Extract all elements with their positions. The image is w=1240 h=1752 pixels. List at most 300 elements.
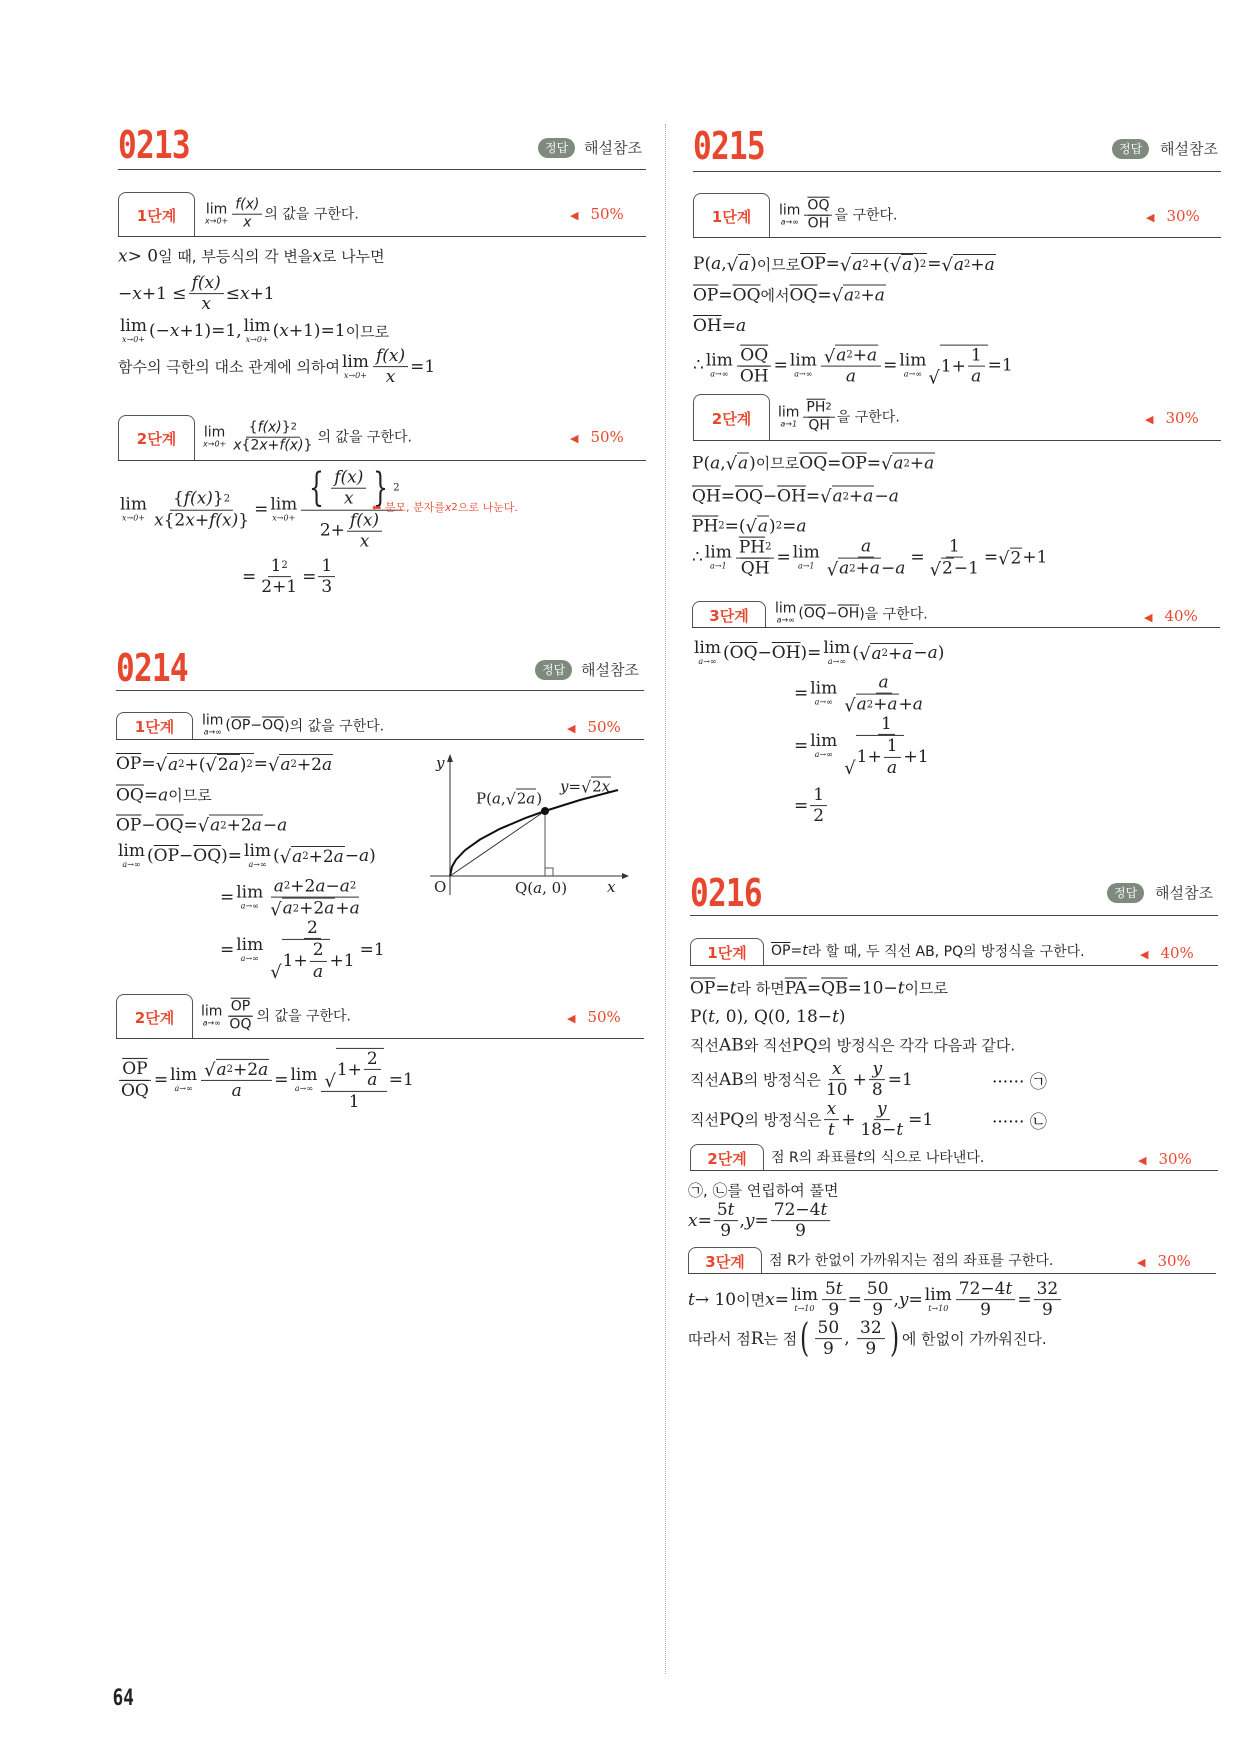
numerator <box>821 345 881 367</box>
limit-subscript: x→0+ <box>121 335 145 344</box>
origin-label <box>434 878 446 896</box>
segment-symbol: OH <box>807 215 830 232</box>
segment-symbol: $\overline{OP}$ <box>690 978 716 998</box>
radical-sign-icon: √ <box>324 1070 336 1092</box>
radicand <box>856 694 899 715</box>
math-text: = <box>697 1211 712 1231</box>
limit <box>694 640 721 666</box>
math-text: )= <box>221 846 243 866</box>
korean-text: 에 한없이 가까워진다. <box>901 1330 1047 1349</box>
limit <box>925 1287 952 1313</box>
math-text: , <box>721 254 727 274</box>
limit-operator: lim <box>205 201 228 218</box>
fraction <box>226 999 254 1034</box>
superscript: 2 <box>349 880 357 892</box>
math-text: ≤ <box>225 284 240 304</box>
fraction <box>822 1279 846 1321</box>
square-root <box>820 486 874 507</box>
solution-line <box>693 253 996 275</box>
math-text: 1 <box>270 556 282 577</box>
arrow-left-icon: ◀ <box>567 722 576 735</box>
radicand <box>835 345 878 366</box>
solution-line <box>794 714 934 778</box>
math-text: {2 <box>241 437 260 454</box>
math-text: = <box>754 1211 769 1231</box>
math-text: − <box>825 605 838 621</box>
superscript: 2 <box>825 402 832 414</box>
radical-sign-icon: √ <box>505 789 516 809</box>
numerator <box>737 345 771 366</box>
math-variable: a <box>251 815 262 836</box>
solution-line <box>688 1318 1047 1360</box>
math-text: = <box>220 888 235 908</box>
step-2-label: 2단계 <box>116 994 193 1039</box>
limit-operator: lim <box>810 730 838 751</box>
limit-subscript: a→∞ <box>248 860 267 869</box>
math-variable: x <box>169 321 180 341</box>
score-percent: 50% <box>590 428 624 446</box>
math-text: 을 구한다. <box>836 410 900 426</box>
numerator <box>201 1059 272 1081</box>
superscript: 2 <box>281 560 288 572</box>
solution-line <box>693 285 886 306</box>
limit-operator: lim <box>899 351 927 371</box>
score-percent: 40% <box>1164 607 1198 625</box>
segment-symbol: $\overline{OH}$ <box>771 643 801 663</box>
math-text: 72−4 <box>773 1200 821 1221</box>
math-variable: a <box>315 876 326 897</box>
math-text: 8 <box>871 1080 883 1101</box>
square-root <box>726 453 750 474</box>
limit-operator: lim <box>236 883 264 903</box>
math-text: 9 <box>980 1300 991 1321</box>
score-percent: 50% <box>587 1008 621 1026</box>
arrow-left-icon: ◀ <box>570 432 579 445</box>
numerator <box>956 1279 1016 1300</box>
math-text: +1 <box>903 746 929 767</box>
limit-subscript: a→∞ <box>814 698 833 707</box>
math-variable: a <box>359 846 370 866</box>
radicand <box>738 254 750 275</box>
solution-line <box>116 1048 414 1112</box>
math-text: =1 <box>388 1069 414 1090</box>
y-axis-label <box>436 754 444 772</box>
limit-operator: lim <box>120 316 147 336</box>
math-variable: a <box>367 1070 378 1091</box>
math-text: = <box>274 1069 289 1090</box>
fraction <box>968 346 985 388</box>
math-variable: a <box>313 961 324 982</box>
equation-marker-1 <box>992 1068 1047 1093</box>
arrow-left-icon: ◀ <box>1140 948 1149 961</box>
math-text: + <box>909 453 925 474</box>
math-variable: a <box>280 754 291 775</box>
math-text: ( <box>798 605 804 621</box>
step-3-description <box>769 1250 1053 1270</box>
math-text: PQ <box>718 1110 745 1130</box>
math-variable: f(x) <box>349 510 380 531</box>
radical-sign-icon: √ <box>820 486 832 508</box>
math-variable: a <box>871 643 882 664</box>
limit-operator: lim <box>779 202 801 219</box>
math-text: → 10 <box>694 1290 737 1310</box>
fraction <box>927 537 982 580</box>
math-variable: a <box>878 672 889 693</box>
radicand <box>216 1059 270 1080</box>
solution-line <box>692 453 935 474</box>
math-text: = <box>983 548 999 568</box>
square-root <box>324 1048 383 1091</box>
numerator <box>815 1318 843 1339</box>
math-text: O <box>434 878 447 896</box>
math-variable: x <box>154 510 164 531</box>
numerator <box>878 714 895 735</box>
limit-operator: lim <box>778 404 800 421</box>
math-variable: a <box>277 815 288 835</box>
math-text: = <box>866 453 882 473</box>
denominator <box>118 1080 152 1100</box>
math-text: = <box>143 785 159 805</box>
answer-text: 해설참조 <box>1160 140 1218 158</box>
math-text: 2 <box>307 917 318 938</box>
math-variable: a <box>333 846 344 867</box>
math-text: = <box>827 453 842 473</box>
numerator <box>714 1200 738 1221</box>
limit <box>705 545 732 571</box>
math-text: = <box>817 285 832 305</box>
math-variable: a <box>711 254 722 274</box>
superscript: 2 <box>290 422 298 434</box>
fraction <box>841 714 931 778</box>
math-variable: a <box>736 316 747 336</box>
radical-sign-icon: √ <box>270 962 282 984</box>
fraction <box>857 1099 906 1141</box>
step-2-score <box>1145 409 1199 427</box>
math-variable: t <box>857 1149 863 1165</box>
math-text: − <box>250 717 263 733</box>
segment-symbol: $\overline{OQ}$ <box>729 643 758 663</box>
radical-sign-icon: √ <box>889 255 902 277</box>
square-root <box>928 345 987 388</box>
segment-symbol: $\overline{OH}$ <box>777 486 806 506</box>
fraction <box>803 400 834 435</box>
score-percent: 30% <box>1165 409 1199 427</box>
math-variable: f(x) <box>191 273 221 294</box>
math-text: +1 <box>1022 548 1048 568</box>
limit <box>779 204 800 227</box>
math-text: + <box>860 285 875 306</box>
segment-symbol: $\overline{OP}$ <box>230 717 251 733</box>
math-variable: f(x) <box>375 346 406 367</box>
answer-text: 해설참조 <box>1155 884 1213 902</box>
math-text: = <box>790 943 803 959</box>
math-variable: t <box>897 978 905 998</box>
step-rule <box>693 237 1221 238</box>
math-variable: a <box>282 899 293 919</box>
superscript: 2 <box>246 759 253 770</box>
math-text: } <box>212 489 224 510</box>
segment-symbol: $\overline{PH}$ <box>692 516 719 536</box>
radicand <box>737 453 749 474</box>
math-text: 으로 나눈다. <box>457 501 518 514</box>
math-variable: a <box>888 486 899 506</box>
math-text: = <box>141 754 156 774</box>
math-text: 2 <box>217 755 229 775</box>
segment-symbol: $\overline{OP}$ <box>841 453 867 473</box>
superscript: 2 <box>283 880 291 892</box>
superscript: 2 <box>765 541 772 553</box>
math-text: )= <box>800 643 822 663</box>
radical-sign-icon: √ <box>745 516 757 538</box>
limit <box>201 1005 222 1028</box>
math-text: 5 <box>824 1279 836 1300</box>
math-text: ∴ <box>692 548 703 568</box>
denominator <box>346 1092 363 1112</box>
math-variable: f(x) <box>209 510 239 531</box>
math-variable: a <box>533 879 543 897</box>
open-bracket: ( <box>800 1316 810 1362</box>
math-text: + <box>335 898 350 919</box>
math-variable: a <box>869 559 880 579</box>
solution-line <box>690 978 948 999</box>
korean-text: 에서 <box>760 286 790 305</box>
step-rule <box>693 440 1221 441</box>
fraction <box>821 345 881 388</box>
math-text: =1 <box>908 1110 934 1130</box>
math-text: +( <box>868 254 890 275</box>
segment-symbol: $\overline{OQ}$ <box>155 815 184 835</box>
math-text: , <box>720 453 726 473</box>
math-text: } <box>238 510 250 531</box>
limit-subscript: x→0+ <box>121 514 145 523</box>
math-text: ) <box>369 846 376 866</box>
limit <box>290 1064 318 1093</box>
math-text: =10− <box>847 978 898 998</box>
step-3-description <box>773 602 928 625</box>
numerator <box>736 537 775 558</box>
math-text: − <box>762 486 778 506</box>
solution-line <box>690 1099 933 1141</box>
superscript: 2 <box>451 501 458 513</box>
math-variable: a <box>984 254 995 275</box>
math-text: ( <box>225 717 231 733</box>
limit <box>706 353 733 379</box>
math-text: = <box>220 939 235 960</box>
math-variable: a <box>927 643 938 663</box>
math-variable: a <box>845 367 857 387</box>
segment-symbol: $\overline{OH}$ <box>837 605 860 621</box>
math-variable: x <box>243 214 252 231</box>
math-variable: a <box>887 757 898 778</box>
math-text: 9 <box>828 1300 840 1321</box>
math-text: ······ ㉡ <box>992 1112 1047 1133</box>
limit-subscript: a→∞ <box>710 370 729 379</box>
math-text: = <box>825 254 840 274</box>
radical-sign-icon: √ <box>929 559 942 581</box>
math-text: − <box>118 284 133 304</box>
math-text: =( <box>724 516 746 536</box>
radicand <box>832 486 875 507</box>
limit-subscript: a→∞ <box>202 1018 221 1028</box>
x-axis-arrow-icon <box>622 873 629 879</box>
fraction <box>771 1200 831 1242</box>
math-variable: a <box>844 285 855 306</box>
fraction <box>804 198 832 233</box>
step-3-score <box>1144 607 1198 625</box>
superscript: 2 <box>292 903 300 915</box>
step-rule <box>116 1038 644 1039</box>
fraction <box>857 1318 885 1360</box>
limit-operator: lim <box>789 351 817 371</box>
math-text: 1 <box>321 556 333 577</box>
answer-badge: 정답 <box>1107 883 1144 903</box>
limit-operator: lim <box>170 1064 198 1085</box>
math-text: 9 <box>865 1339 877 1360</box>
korean-text: ㉠, ㉡를 연립하여 풀면 <box>688 1181 839 1200</box>
limit <box>793 545 820 571</box>
limit-subscript: a→∞ <box>240 953 259 963</box>
math-text: ) <box>239 754 247 775</box>
math-variable: a <box>324 899 335 919</box>
denominator <box>824 558 909 579</box>
radicand <box>516 789 537 808</box>
limit <box>810 730 838 759</box>
segment-symbol: $\overline{OQ}$ <box>116 785 144 805</box>
math-text: 2 <box>366 1048 378 1069</box>
math-text: 2 <box>813 806 825 827</box>
fraction <box>864 1279 892 1321</box>
limit <box>778 406 799 429</box>
math-text: = <box>910 548 925 568</box>
numerator <box>822 1279 846 1300</box>
radical-sign-icon: √ <box>268 754 280 776</box>
math-text: } <box>303 437 313 454</box>
radicand <box>1010 548 1023 569</box>
segment-symbol: OQ <box>121 1080 149 1101</box>
math-variable: a <box>887 695 898 715</box>
math-text: ) <box>913 254 920 275</box>
math-text: AB <box>718 1035 744 1055</box>
limit-subscript: x→0+ <box>343 371 367 380</box>
limit-subscript: x→0+ <box>205 216 229 226</box>
numerator <box>824 1099 840 1120</box>
math-text: AB <box>718 1070 744 1090</box>
radicand <box>851 253 927 275</box>
segment-symbol: QH <box>808 417 830 434</box>
limit-operator: lim <box>775 600 797 617</box>
step-1-label: 1단계 <box>693 193 770 238</box>
math-text: 32 <box>860 1318 882 1339</box>
math-text: = <box>718 285 733 305</box>
fraction <box>823 1059 851 1101</box>
math-text: 1+ <box>856 746 882 767</box>
math-variable: a <box>912 694 923 715</box>
math-text: = <box>805 486 821 506</box>
math-text: 18− <box>860 1120 897 1141</box>
segment-op <box>450 811 545 876</box>
score-percent: 50% <box>590 205 624 223</box>
numerator <box>119 1059 150 1080</box>
korean-text: 이면 <box>736 1291 766 1310</box>
math-variable: t <box>896 1120 904 1141</box>
radicand <box>591 777 611 796</box>
math-text: ) <box>750 254 757 274</box>
superscript: 2 <box>178 759 185 770</box>
denominator <box>841 694 926 715</box>
math-text: = <box>806 978 822 998</box>
segment-symbol: $\overline{OQ}$ <box>732 285 761 305</box>
radical-sign-icon: √ <box>844 758 856 780</box>
limit-subscript: a→1 <box>797 562 815 571</box>
limit-operator: lim <box>118 841 145 861</box>
point-p <box>541 807 549 815</box>
math-text: 9 <box>1041 1300 1053 1321</box>
segment-symbol: QH <box>740 558 770 579</box>
math-variable: x <box>185 510 195 531</box>
math-text: − <box>913 643 928 663</box>
math-variable: y <box>436 754 445 772</box>
numerator <box>804 198 832 216</box>
step-rule <box>690 1170 1218 1171</box>
denominator <box>820 1340 837 1360</box>
numerator <box>968 346 985 367</box>
math-variable: a <box>491 789 501 807</box>
math-variable: x <box>233 437 242 454</box>
math-variable: y <box>898 1290 909 1310</box>
arrow-left-icon: ◀ <box>570 209 579 222</box>
math-text: 2 <box>1010 548 1022 569</box>
segment-symbol: $\overline{OQ}$ <box>789 285 818 305</box>
title-rule <box>693 171 1221 172</box>
limit <box>823 640 850 666</box>
math-text: ⬅ 분모, 분자를 <box>372 501 445 514</box>
math-text: 1 <box>348 1091 360 1112</box>
math-variable: a <box>832 486 843 507</box>
numerator <box>364 1049 381 1070</box>
limit-operator: lim <box>270 495 298 515</box>
numerator <box>857 1318 885 1339</box>
solution-line <box>692 516 806 537</box>
numerator <box>876 673 892 694</box>
x-axis-label <box>607 878 615 896</box>
arrow-left-icon: ◀ <box>1144 611 1153 624</box>
radicand <box>856 735 904 778</box>
math-variable: t <box>708 1007 715 1027</box>
math-text: , 0) <box>542 879 568 897</box>
math-text: { <box>248 419 258 436</box>
denominator <box>226 1017 254 1034</box>
equation-marker-2 <box>992 1108 1047 1133</box>
segment-symbol: $\overline{OP}$ <box>693 285 719 305</box>
math-variable: x <box>132 284 142 304</box>
step-rule <box>688 1273 1216 1274</box>
limit-subscript: a→∞ <box>122 860 141 869</box>
denominator <box>869 1081 886 1101</box>
fraction <box>956 1279 1016 1321</box>
math-text: = <box>774 1290 789 1310</box>
step-1-description <box>771 941 1085 961</box>
numerator <box>1034 1279 1062 1300</box>
math-text: 2 <box>312 940 324 961</box>
superscript: 2 <box>842 491 850 502</box>
numerator <box>228 999 253 1017</box>
math-text: + <box>849 486 864 507</box>
math-variable: t <box>729 978 737 998</box>
math-variable: a <box>258 1059 269 1080</box>
limit-subscript: x→0+ <box>245 335 269 344</box>
radicand <box>940 345 988 388</box>
korean-text: 라 하면 <box>736 979 785 998</box>
